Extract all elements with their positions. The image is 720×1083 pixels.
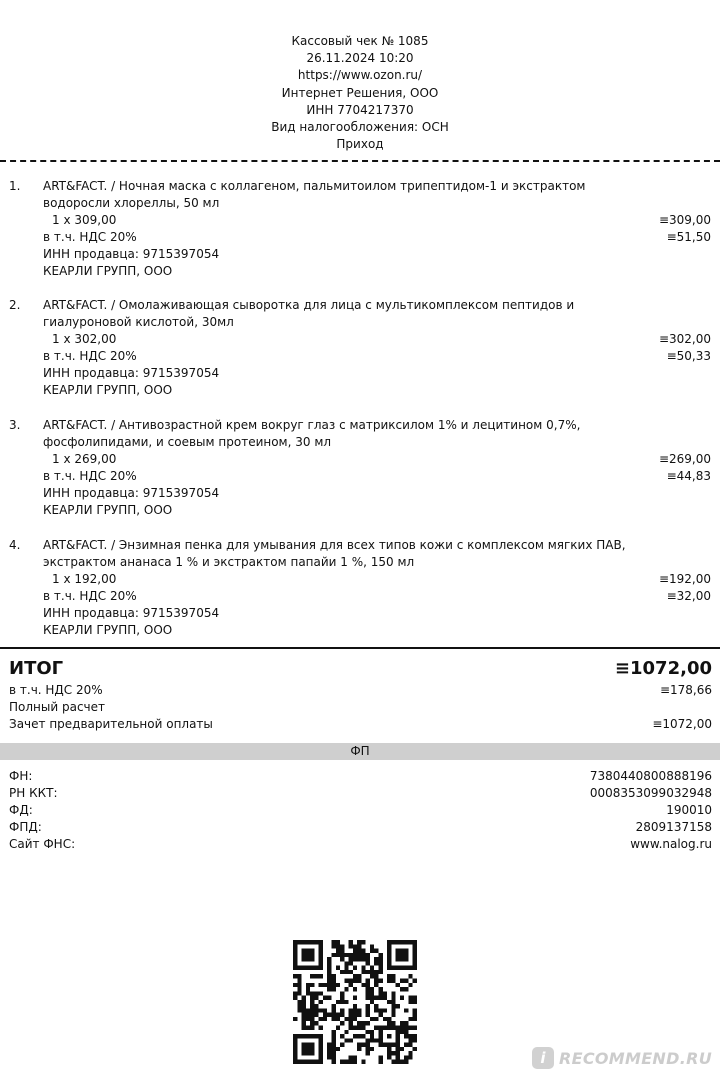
item-sum: ≡192,00: [658, 572, 711, 586]
item-vat-row: [43, 588, 711, 605]
item-title: ART&FACT. / Энзимная пенка для умывания для всех типов кожи с комплексом мягких ПАВ, экстрактом ананаса 1 % и экстрактом папайи 1 %, 150 мл: [43, 538, 626, 570]
item-vat-sum: ≡44,83: [666, 469, 711, 483]
total-vat-label: в т.ч. НДС 20%: [9, 683, 103, 697]
item-seller-name: КЕАРЛИ ГРУПП, ООО: [43, 623, 173, 637]
item-number: 2.: [9, 298, 21, 312]
item-seller-inn: ИНН продавца: 9715397054: [43, 366, 220, 380]
total-value: ≡1072,00: [614, 658, 712, 679]
item-vat-label: в т.ч. НДС 20%: [43, 589, 137, 603]
prepayment-value: ≡1072,00: [652, 717, 712, 731]
item-sum: ≡302,00: [658, 332, 711, 346]
item-number: 1.: [9, 179, 21, 193]
fpd-value: 2809137158: [635, 820, 712, 834]
item-qty-row: [43, 331, 711, 348]
item-qty-row: [43, 571, 711, 588]
receipt-header: [0, 33, 720, 153]
fns-site-label: Сайт ФНС:: [9, 837, 76, 851]
item-seller-name-row: [43, 382, 711, 399]
item-vat-label: в т.ч. НДС 20%: [43, 230, 137, 244]
solid-divider: [0, 647, 720, 649]
item-vat-row: [43, 468, 711, 485]
rn-value: 0008353099032948: [589, 786, 712, 800]
fiscal-data: [9, 768, 712, 853]
item-vat-sum: ≡50,33: [666, 349, 711, 363]
item-vat-sum: ≡32,00: [666, 589, 711, 603]
fd-label: ФД:: [9, 803, 33, 817]
item-seller-inn-row: [43, 605, 711, 622]
item-qty-row: [43, 212, 711, 229]
store-site: https://www.ozon.ru/: [297, 68, 423, 83]
item-vat-label: в т.ч. НДС 20%: [43, 469, 137, 483]
total-row: [9, 656, 712, 682]
payment-type-row: [9, 699, 712, 716]
item-vat-sum: ≡51,50: [666, 230, 711, 244]
item-vat-row: [43, 229, 711, 246]
item-number: 4.: [9, 538, 21, 552]
fd-row: [9, 802, 712, 819]
item-qty-price: 1 x 192,00: [52, 572, 117, 586]
item-seller-name-row: [43, 263, 711, 280]
fn-row: [9, 768, 712, 785]
fn-value: 7380440800888196: [589, 769, 712, 783]
fd-value: 190010: [666, 803, 712, 817]
item-seller-name: КЕАРЛИ ГРУПП, ООО: [43, 503, 173, 517]
fns-site-value: www.nalog.ru: [630, 837, 712, 851]
rn-label: РН ККТ:: [9, 786, 58, 800]
qr-code-icon: [293, 940, 417, 1064]
item-number: 3.: [9, 418, 21, 432]
receipt-title: Кассовый чек № 1085: [291, 34, 429, 48]
total-label: ИТОГ: [9, 658, 64, 679]
item-qty-row: [43, 451, 711, 468]
item-seller-inn: ИНН продавца: 9715397054: [43, 606, 220, 620]
item-seller-name-row: [43, 622, 711, 639]
prepayment-row: [9, 716, 712, 733]
item-seller-inn-row: [43, 485, 711, 502]
rn-row: [9, 785, 712, 802]
fpd-label: ФПД:: [9, 820, 42, 834]
fns-site-row: [9, 836, 712, 853]
item-seller-name: КЕАРЛИ ГРУПП, ООО: [43, 383, 173, 397]
item-sum: ≡269,00: [658, 452, 711, 466]
watermark: [532, 1045, 712, 1071]
item-seller-name: КЕАРЛИ ГРУПП, ООО: [43, 264, 173, 278]
company-inn: ИНН 7704217370: [306, 102, 414, 117]
total-vat-row: [9, 682, 712, 699]
prepayment-label: Зачет предварительной оплаты: [9, 717, 213, 731]
fpd-row: [9, 819, 712, 836]
receipt-datetime: 26.11.2024 10:20: [306, 51, 414, 66]
watermark-logo-icon: i: [532, 1047, 554, 1069]
item-seller-name-row: [43, 502, 711, 519]
payment-type: Полный расчет: [9, 700, 105, 714]
company-name: Интернет Решения, ООО: [281, 85, 439, 100]
tax-system: Вид налогообложения: ОСН: [271, 120, 449, 135]
operation-type: Приход: [336, 137, 384, 152]
item-qty-price: 1 x 302,00: [52, 332, 117, 346]
total-vat-value: ≡178,66: [659, 683, 712, 697]
item-title: ART&FACT. / Ночная маска с коллагеном, пальмитоилом трипептидом-1 и экстрактом водоросли хлореллы, 50 мл: [43, 179, 586, 211]
item-seller-inn-row: [43, 246, 711, 263]
item-title: ART&FACT. / Омолаживающая сыворотка для лица с мультикомплексом пептидов и гиалуроновой кислотой, 30мл: [43, 298, 575, 330]
item-vat-label: в т.ч. НДС 20%: [43, 349, 137, 363]
totals-section: [9, 656, 712, 733]
item-vat-row: [43, 348, 711, 365]
item-seller-inn: ИНН продавца: 9715397054: [43, 247, 220, 261]
item-qty-price: 1 x 269,00: [52, 452, 117, 466]
item-sum: ≡309,00: [658, 213, 711, 227]
fn-label: ФН:: [9, 769, 33, 783]
dashed-divider: [0, 160, 720, 162]
item-seller-inn-row: [43, 365, 711, 382]
watermark-text: RECOMMEND.RU: [558, 1048, 712, 1068]
item-qty-price: 1 x 309,00: [52, 213, 117, 227]
item-seller-inn: ИНН продавца: 9715397054: [43, 486, 220, 500]
fiscal-section-title: ФП: [0, 743, 720, 760]
item-title: ART&FACT. / Антивозрастной крем вокруг глаз с матриксилом 1% и лецитином 0,7%, фосфолипидами, и соевым протеином, 30 мл: [43, 418, 581, 450]
